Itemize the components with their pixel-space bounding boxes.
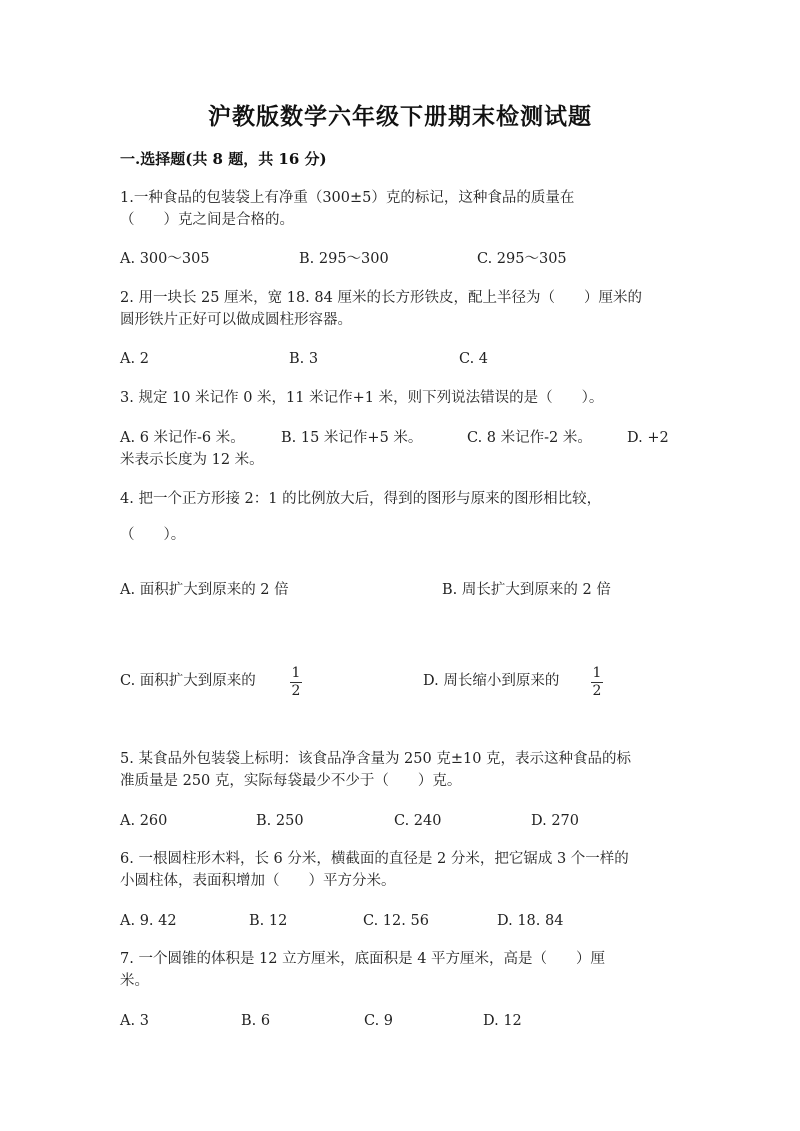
question-4-text-cont: （ ）。 <box>120 527 186 543</box>
q3-option-c: C. 8 米记作-2 米。 <box>467 430 592 446</box>
q5-option-c: C. 240 <box>394 813 442 829</box>
q7-option-c: C. 9 <box>364 1013 394 1029</box>
q3-option-a: A. 6 米记作-6 米。 <box>120 430 245 446</box>
question-4-text: 4. 把一个正方形接 2：1 的比例放大后，得到的图形与原来的图形相比较， <box>120 491 602 507</box>
q6-option-c: C. 12. 56 <box>363 913 429 929</box>
q1-option-c: C. 295～305 <box>477 251 567 267</box>
q4-option-a: A. 面积扩大到原来的 2 倍 <box>120 582 289 598</box>
question-2-text: 2. 用一块长 25 厘米，宽 18. 84 厘米的长方形铁皮，配上半径为（ ）厘米的 <box>120 290 642 306</box>
q4-option-c-fraction <box>290 666 302 699</box>
q2-option-b: B. 3 <box>289 351 319 367</box>
q3-option-d: D. +2 <box>627 430 669 446</box>
q5-option-a: A. 260 <box>120 813 168 829</box>
fraction-numerator: 1 <box>291 665 301 681</box>
q2-option-a: A. 2 <box>120 351 149 367</box>
q2-option-c: C. 4 <box>459 351 489 367</box>
q6-option-b: B. 12 <box>249 913 288 929</box>
question-7-text: 7. 一个圆锥的体积是 12 立方厘米，底面积是 4 平方厘米，高是（ ）厘 <box>120 951 606 967</box>
q3-option-b: B. 15 米记作+5 米。 <box>281 430 423 446</box>
q6-option-d: D. 18. 84 <box>497 913 564 929</box>
fraction-numerator: 1 <box>592 665 602 681</box>
question-6-text: 6. 一根圆柱形木料，长 6 分米，横截面的直径是 2 分米，把它锯成 3 个一样的 <box>120 851 629 867</box>
q3-option-d-cont: 米表示长度为 12 米。 <box>120 452 264 468</box>
question-5-text: 5. 某食品外包装袋上标明：该食品净含量为 250 克±10 克，表示这种食品的标 <box>120 751 632 767</box>
q1-option-a: A. 300～305 <box>120 251 210 267</box>
q4-option-c: C. 面积扩大到原来的 <box>120 673 256 689</box>
q1-option-b: B. 295～300 <box>299 251 389 267</box>
q5-option-b: B. 250 <box>256 813 304 829</box>
fraction-denominator: 2 <box>592 683 602 699</box>
question-7-text-cont: 米。 <box>120 973 149 989</box>
question-5-text-cont: 准质量是 250 克，实际每袋最少不少于（ ）克。 <box>120 773 462 789</box>
question-3-text: 3. 规定 10 米记作 0 米，11 米记作+1 米，则下列说法错误的是（ ）。 <box>120 390 604 406</box>
section-heading: 一.选择题(共 8 题，共 16 分) <box>120 150 327 168</box>
q5-option-d: D. 270 <box>531 813 580 829</box>
q4-option-d-fraction <box>591 666 603 699</box>
question-2-text-cont: 圆形铁片正好可以做成圆柱形容器。 <box>120 312 352 328</box>
q6-option-a: A. 9. 42 <box>120 913 177 929</box>
q7-option-d: D. 12 <box>483 1013 522 1029</box>
question-6-text-cont: 小圆柱体，表面积增加（ ）平方分米。 <box>120 873 396 889</box>
q7-option-b: B. 6 <box>241 1013 271 1029</box>
question-1-text: 1.一种食品的包装袋上有净重（300±5）克的标记，这种食品的质量在 <box>120 190 575 206</box>
question-1-text-cont: （ ）克之间是合格的。 <box>120 212 294 228</box>
q4-option-d: D. 周长缩小到原来的 <box>423 673 560 689</box>
q4-option-b: B. 周长扩大到原来的 2 倍 <box>442 582 611 598</box>
page-title: 沪教版数学六年级下册期末检测试题 <box>208 103 592 130</box>
fraction-denominator: 2 <box>291 683 301 699</box>
q7-option-a: A. 3 <box>120 1013 149 1029</box>
